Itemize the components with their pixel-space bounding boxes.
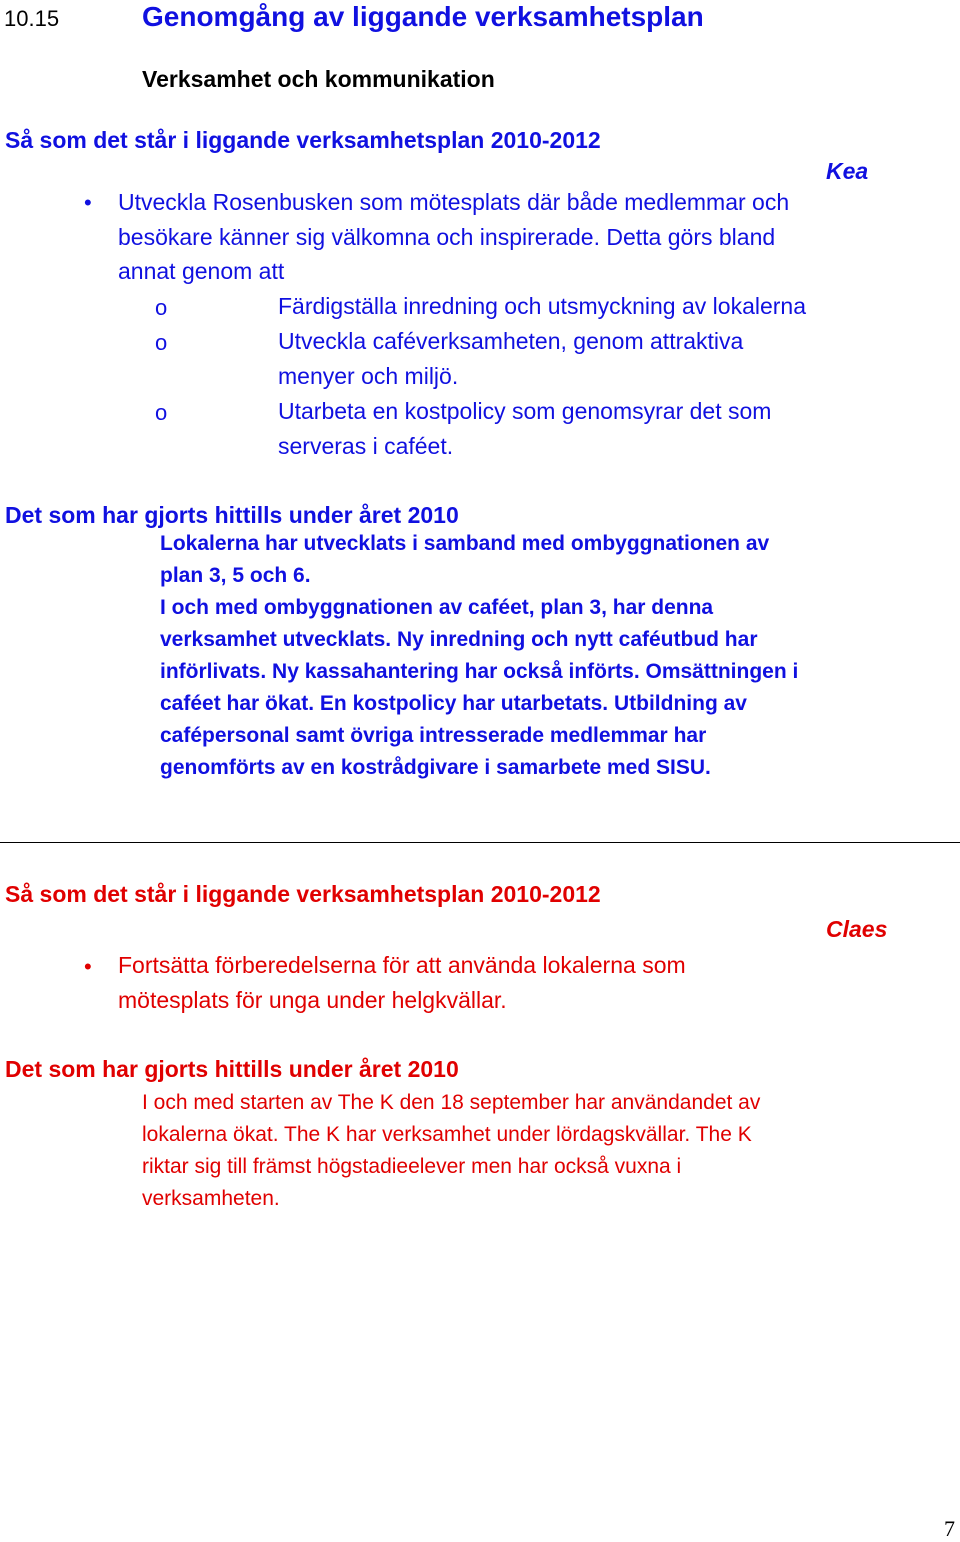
sub-bullet-line: serveras i caféet. (278, 433, 454, 459)
sub-bullet-line: Utarbeta en kostpolicy som genomsyrar det som (278, 398, 772, 424)
plan-heading: Så som det står i liggande verksamhetsplan 2010-2012 (5, 881, 601, 907)
done-line: verksamheten. (142, 1187, 280, 1210)
done-line: I och med ombyggnationen av caféet, plan 3, har denna (160, 596, 714, 619)
done-line: riktar sig till främst högstadieelever men har också vuxna i (142, 1155, 682, 1178)
bullet-line: besökare känner sig välkomna och inspirerade. Detta görs bland (118, 224, 776, 250)
section-title: Genomgång av liggande verksamhetsplan (142, 1, 704, 32)
page-number: 7 (944, 1516, 955, 1541)
bullet-line: Fortsätta förberedelserna för att använda lokalerna som (118, 952, 686, 978)
done-line: plan 3, 5 och 6. (160, 564, 311, 587)
sub-bullet-marker: o (155, 400, 168, 425)
sub-bullet-line: menyer och miljö. (278, 363, 459, 389)
bullet-line: annat genom att (118, 258, 285, 284)
bullet-line: mötesplats för unga under helgkvällar. (118, 987, 507, 1013)
section-subtitle: Verksamhet och kommunikation (142, 66, 495, 92)
done-line: caféet har ökat. En kostpolicy har utarbetats. Utbildning av (160, 692, 747, 715)
done-line: genomförts av en kostrådgivare i samarbete med SISU. (160, 756, 711, 779)
sub-bullet-line: Utveckla caféverksamheten, genom attraktiva (278, 328, 744, 354)
done-line: införlivats. Ny kassahantering har också införts. Omsättningen i (160, 660, 799, 683)
done-line: cafépersonal samt övriga intresserade medlemmar har (160, 724, 707, 747)
done-line: I och med starten av The K den 18 september har användandet av (142, 1091, 761, 1114)
owner-label: Kea (826, 158, 869, 184)
plan-heading: Så som det står i liggande verksamhetsplan 2010-2012 (5, 127, 601, 153)
section-divider (0, 842, 960, 843)
done-heading: Det som har gjorts hittills under året 2010 (5, 502, 459, 528)
sub-bullet-marker: o (155, 330, 168, 355)
bullet-marker: • (84, 954, 92, 979)
section-number: 10.15 (4, 6, 60, 31)
owner-label: Claes (826, 916, 888, 942)
sub-bullet-marker: o (155, 295, 168, 320)
done-line: verksamhet utvecklats. Ny inredning och nytt caféutbud har (160, 628, 758, 651)
bullet-marker: • (84, 190, 92, 215)
done-heading: Det som har gjorts hittills under året 2010 (5, 1056, 459, 1082)
bullet-line: Utveckla Rosenbusken som mötesplats där både medlemmar och (118, 189, 790, 215)
done-line: Lokalerna har utvecklats i samband med ombyggnationen av (160, 532, 770, 555)
done-line: lokalerna ökat. The K har verksamhet under lördagskvällar. The K (142, 1123, 752, 1146)
sub-bullet-line: Färdigställa inredning och utsmyckning av lokalerna (278, 293, 807, 319)
